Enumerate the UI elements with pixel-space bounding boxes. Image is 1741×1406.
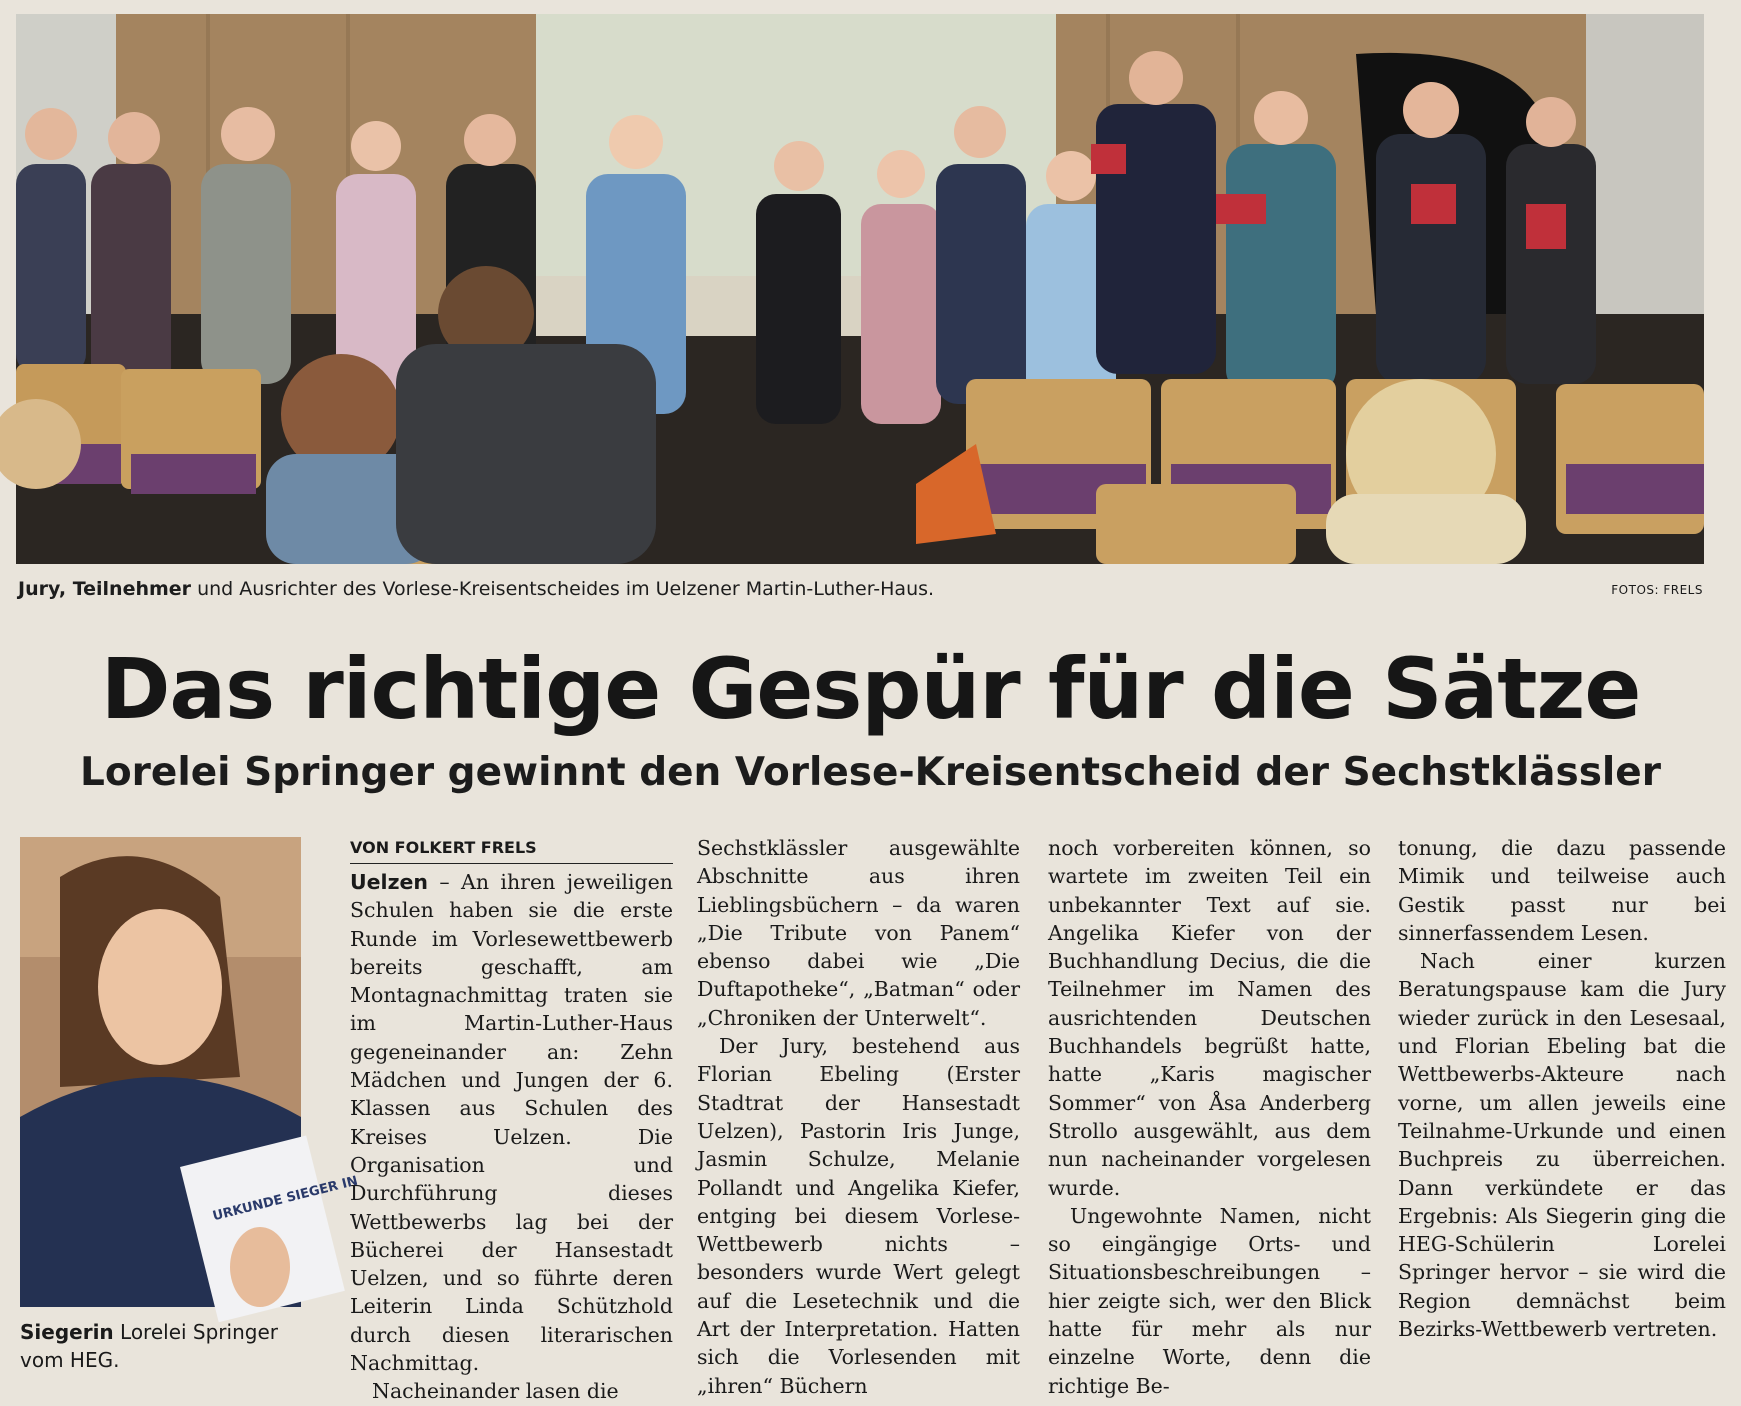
main-photo	[16, 14, 1704, 564]
byline: VON FOLKERT FRELS	[350, 838, 673, 864]
dateline: Uelzen	[350, 870, 429, 894]
subheadline: Lorelei Springer gewinnt den Vorlese-Kreisentscheid der Sechstklässler	[80, 750, 1661, 795]
winner-portrait	[20, 837, 360, 1307]
article-paragraph: noch vorbereiten können, so wartete im zweiten Teil ein unbekannter Text auf sie. Angelika Kiefer von der Buchhandlung Decius, die die Teilnehmer im Namen des ausrichtenden Deutschen Buchhandels begrüßt hatte, hatte „Karis magischer Sommer“ von Åsa Anderberg Strollo ausgewählt, aus dem nun nacheinander vorgelesen wurde.	[1048, 836, 1371, 1200]
paragraph-text: – An ihren jeweiligen Schulen haben sie die erste Runde im Vorlesewettbewerb bereits geschafft, am Montagnachmittag traten sie im Martin-Luther-Haus gegeneinander an: Zehn Mädchen und Jungen der 6. Klassen aus Schulen des Kreises Uelzen. Die Organisation und Durchführung dieses Wettbewerbs lag bei der Bücherei der Hansestadt Uelzen, und so führte deren Leiterin Linda Schützhold durch diesen literarischen Nachmittag.	[350, 870, 673, 1376]
article-paragraph: Der Jury, bestehend aus Florian Ebeling (Erster Stadtrat der Hansestadt Uelzen), Pastorin Iris Junge, Jasmin Schulze, Melanie Pollandt und Angelika Kiefer, entging bei diesem Vorlese-Wettbewerb nichts – besonders wurde Wert gelegt auf die Lesetechnik und die Art der Interpretation. Hatten sich die Vorlesenden mit „ihren“ Büchern	[697, 1034, 1020, 1398]
article-paragraph: tonung, die dazu passende Mimik und teilweise auch Gestik passt nur bei sinnerfassendem Lesen.	[1398, 836, 1726, 945]
article-paragraph: Sechstklässler ausgewählte Abschnitte aus ihren Lieblingsbüchern – da waren „Die Tribute von Panem“ ebenso dabei wie „Die Duftapotheke“, „Batman“ oder „Chroniken der Unterwelt“.	[697, 836, 1020, 1030]
article-column-4	[1398, 834, 1726, 1343]
photo-caption-text: und Ausrichter des Vorlese-Kreisentscheides im Uelzener Martin-Luther-Haus.	[191, 578, 935, 600]
article-column-1	[350, 868, 673, 1406]
article-paragraph: Nacheinander lasen die	[372, 1379, 619, 1404]
article-column-2	[697, 834, 1020, 1400]
photo-caption-bold: Jury, Teilnehmer	[18, 578, 192, 600]
portrait-caption	[20, 1318, 320, 1374]
winner-portrait-image	[20, 837, 360, 1307]
photo-credit: FOTOS: FRELS	[1611, 583, 1703, 597]
headline: Das richtige Gespür für die Sätze	[100, 640, 1641, 738]
certificate-text: URKUNDE SIEGER IN	[211, 1173, 360, 1225]
main-photo-image	[16, 14, 1704, 564]
photo-caption	[18, 578, 1698, 600]
article-paragraph	[350, 868, 673, 1377]
portrait-caption-bold: Siegerin	[20, 1320, 114, 1344]
article-paragraph: Ungewohnte Namen, nicht so eingängige Orts- und Situationsbeschreibungen – hier zeigte sich, wer den Blick hatte für mehr als nur einzelne Worte, denn die richtige Be-	[1048, 1203, 1371, 1398]
article-paragraph: Nach einer kurzen Beratungspause kam die Jury wieder zurück in den Lesesaal, und Florian Ebeling bat die Wettbewerbs-Akteure nach vorne, um allen jeweils eine Teilnahme-Urkunde und einen Buchpreis zu überreichen. Dann verkündete er das Ergebnis: Als Siegerin ging die HEG-Schülerin Lorelei Springer hervor – sie wird die Region demnächst beim Bezirks-Wettbewerb vertreten.	[1398, 949, 1726, 1342]
article-column-3	[1048, 834, 1371, 1400]
portrait-caption-text: Lorelei Springer vom HEG.	[20, 1320, 278, 1372]
